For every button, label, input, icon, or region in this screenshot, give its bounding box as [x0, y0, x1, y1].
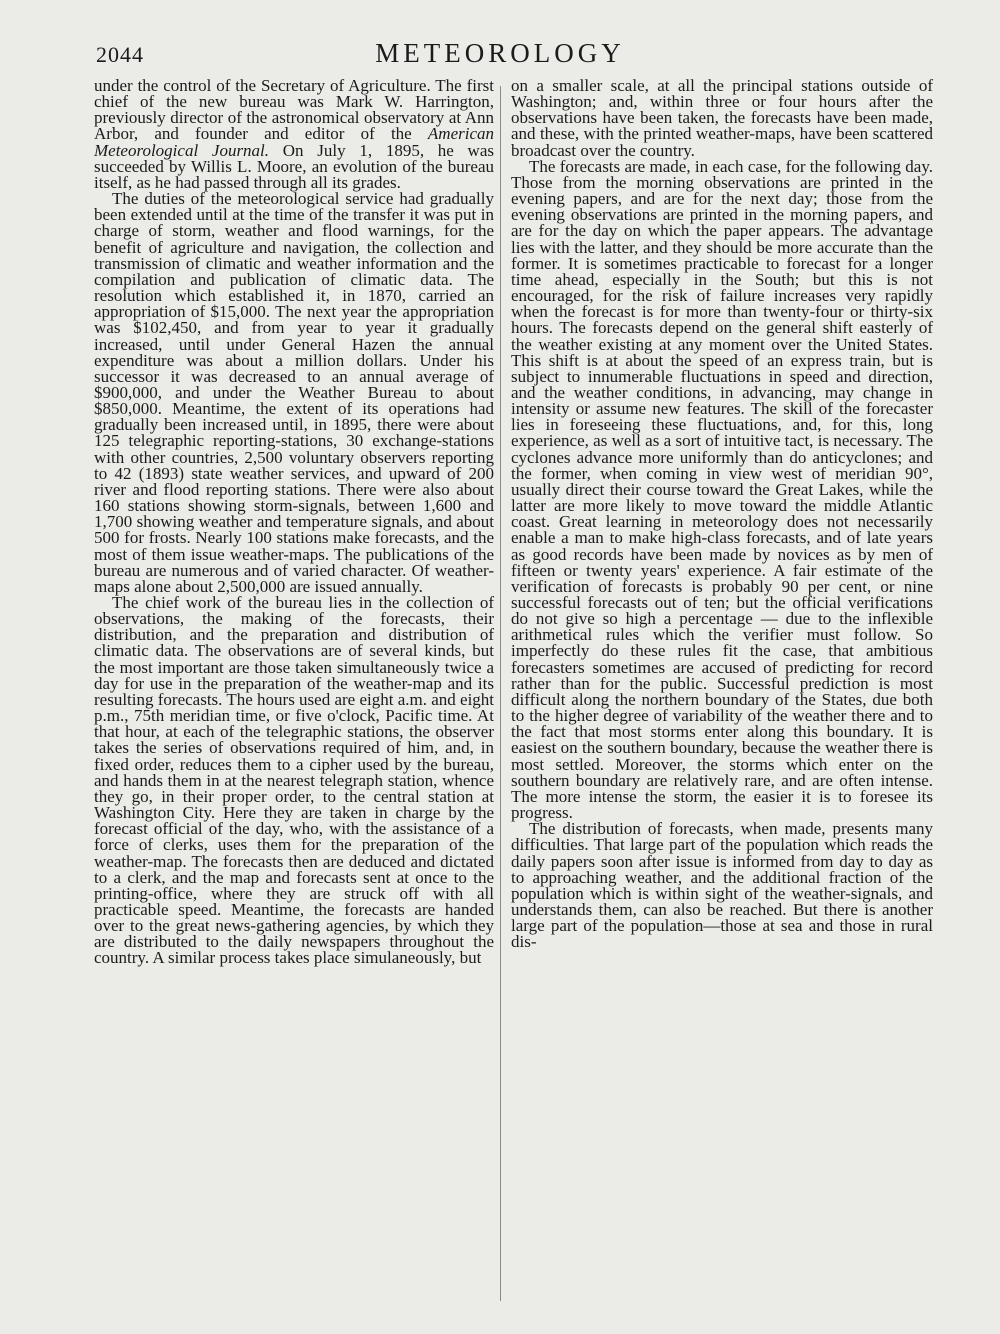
- page-number: 2044: [96, 42, 144, 67]
- column-divider: [500, 86, 501, 1301]
- paragraph: on a smaller scale, at all the principal stations outside of Washington; and, within three or four hours after the observations have been taken, the forecasts have been made, and these, with the printed weather-maps, have been scattered broadcast over the country.: [511, 76, 933, 160]
- left-column: [94, 78, 494, 967]
- running-title: METEOROLOGY: [375, 38, 625, 68]
- paragraph: under the control of the Secretary of Agriculture. The first chief of the new bureau was Mark W. Harrington, previously director of the astronomical observatory at Ann Arbor, and founder and editor of the American Meteorological Journal. On July 1, 1895, he was succeeded by Willis L. Moore, an evolution of the bureau itself, as he had passed through all its grades.: [94, 76, 494, 192]
- paragraph: The forecasts are made, in each case, for the following day. Those from the morning observations are printed in the evening papers, and are for the next day; those from the evening observations are printed in the morning papers, and are for the day on which the paper appears. The advantage lies with the latter, and they should be more accurate than the former. It is sometimes practicable to forecast for a longer time ahead, especially in the South; but this is not encouraged, for the risk of failure increases very rapidly when the forecast is for more than twenty-four or thirty-six hours. The forecasts depend on the general shift easterly of the weather existing at any moment over the United States. This shift is at about the speed of an express train, but is subject to innumerable fluctuations in speed and direction, and the weather conditions, in advancing, may change in intensity or assume new features. The skill of the forecaster lies in foreseeing these fluctuations, and, for this, long experience, as well as a sort of intuitive tact, is necessary. The cyclones advance more uniformly than do anticyclones; and the former, when coming in view west of meridian 90°, usually direct their course toward the Great Lakes, while the latter are more likely to move toward the middle Atlantic coast. Great learning in meteorology does not necessarily enable a man to make high-class forecasts, and of late years as good records have been made by novices as by men of fifteen or twenty years' experience. A fair estimate of the verification of forecasts is probably 90 per cent, or nine successful forecasts out of ten; but the official verifications do not give so high a percentage — due to the inflexible arithmetical rules which the verifier must follow. So imperfectly do these rules fit the case, that ambitious forecasters sometimes are accused of predicting for record rather than for the public. Successful prediction is most difficult along the northern boundary of the States, due both to the higher degree of variability of the weather there and to the fact that most storms enter along this boundary. It is easiest on the southern boundary, because the weather there is most settled. Moreover, the storms which enter on the southern boundary are relatively rare, and are often intense. The more intense the storm, the easier it is to foresee its progress.: [511, 156, 933, 823]
- paragraph: The distribution of forecasts, when made, presents many difficulties. That large part of the population which reads the daily papers soon after issue is informed from day to day as to approaching weather, and the additional fraction of the population which is within sight of the weather-signals, and understands them, can also be reached. But there is another large part of the population—those at sea and those in rural dis-: [511, 819, 933, 952]
- right-column: [511, 78, 933, 950]
- paragraph: The duties of the meteorological service had gradually been extended until at the time of the transfer it was put in charge of storm, weather and flood warnings, for the benefit of agriculture and navigation, the collection and transmission of climatic and weather information and the compilation and publication of climatic data. The resolution which established it, in 1870, carried an appropriation of $15,000. The next year the appropriation was $102,450, and from year to year it gradually increased, until under General Hazen the annual expenditure was about a million dollars. Under his successor it was decreased to an annual average of $900,000, and under the Weather Bureau to about $850,000. Meantime, the extent of its operations had gradually been increased until, in 1895, there were about 125 telegraphic reporting-stations, 30 exchange-stations with other countries, 2,500 voluntary observers reporting to 42 (1893) state weather services, and upward of 200 river and flood reporting stations. There were also about 160 stations showing storm-signals, between 1,600 and 1,700 showing weather and temperature signals, and about 500 for frosts. Nearly 100 stations make forecasts, and the most of them issue weather-maps. The publications of the bureau are numerous and of varied character. Of weather-maps alone about 2,500,000 are issued annually.: [94, 189, 494, 596]
- page-header: [0, 38, 1000, 78]
- paragraph: The chief work of the bureau lies in the collection of observations, the making of the forecasts, their distribution, and the preparation and distribution of climatic data. The observations are of several kinds, but the most important are those taken simultaneously twice a day for use in the preparation of the weather-map and its resulting forecasts. The hours used are eight a.m. and eight p.m., 75th meridian time, or five o'clock, Pacific time. At that hour, at each of the telegraphic stations, the observer takes the series of observations required of him, and, in fixed order, reduces them to a cipher used by the bureau, and hands them in at the nearest telegraph station, whence they go, in their proper order, to the central station at Washington City. Here they are taken in charge by the forecast official of the day, who, with the assistance of a force of clerks, uses them for the preparation of the weather-map. The forecasts then are deduced and dictated to a clerk, and the map and forecasts sent at once to the printing-office, where they are struck off with all practicable speed. Meantime, the forecasts are handed over to the great news-gathering agencies, by which they are distributed to the daily newspapers throughout the country. A similar process takes place simulaneously, but: [94, 593, 495, 968]
